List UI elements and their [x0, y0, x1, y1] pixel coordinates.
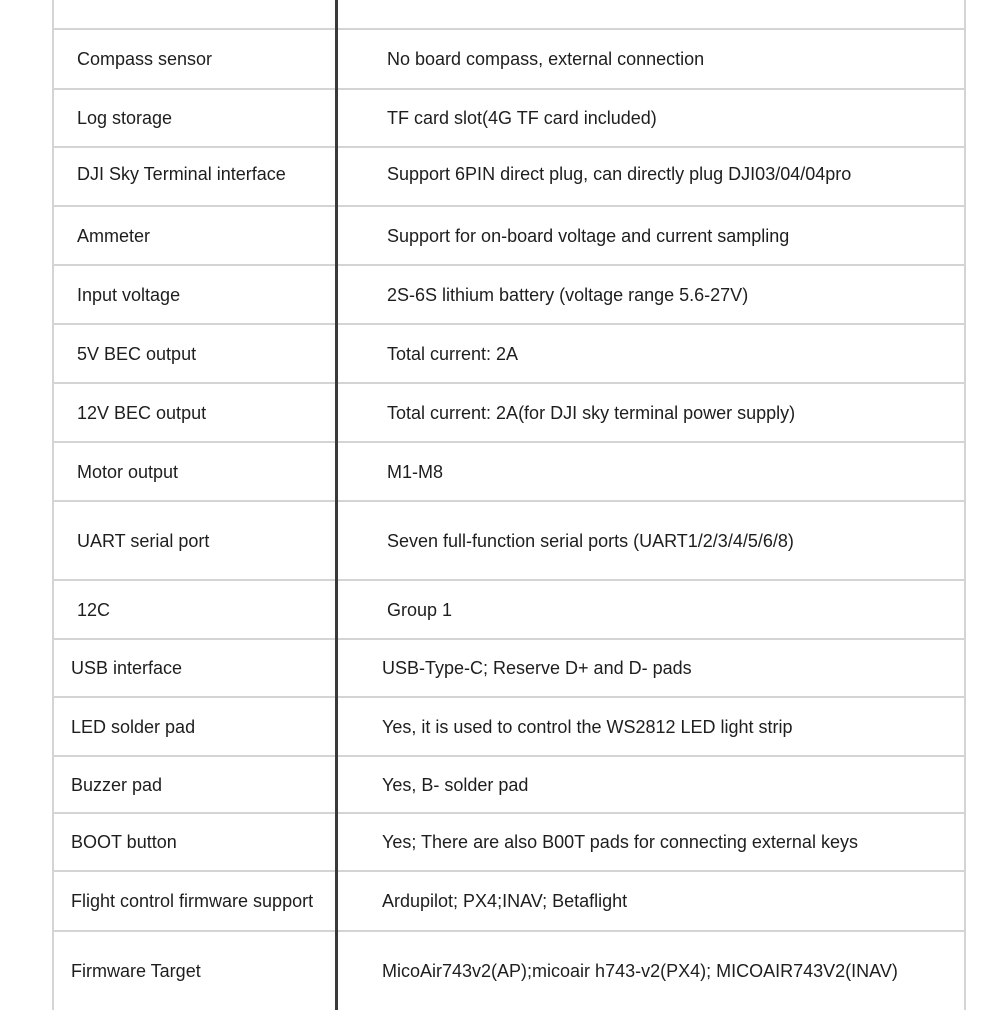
table-row [54, 502, 964, 581]
row-label: Firmware Target [71, 961, 201, 981]
row-label: 12V BEC output [77, 402, 207, 423]
row-label: Motor output [77, 461, 179, 482]
table-row [54, 266, 964, 325]
row-label: 5V BEC output [77, 343, 197, 364]
table-row [54, 30, 964, 90]
row-value: MicoAir743v2(AP);micoair h743-v2(PX4); MICOAIR743V2(INAV) [382, 961, 898, 981]
row-label: Compass sensor [77, 49, 213, 69]
row-value: USB-Type-C; Reserve D+ and D- pads [382, 658, 692, 678]
row-value: M1-M8 [387, 461, 444, 482]
table-row [54, 90, 964, 148]
row-value: No board compass, external connection [387, 49, 705, 69]
table-row [54, 581, 964, 640]
row-value: Yes, it is used to control the WS2812 LED light strip [382, 716, 793, 737]
table-row [54, 148, 964, 207]
row-value: Total current: 2A [387, 343, 519, 364]
table-row [54, 0, 964, 30]
row-label: LED solder pad [71, 716, 196, 737]
table-row [54, 698, 964, 757]
row-label: UART serial port [77, 530, 210, 551]
row-value: Ardupilot; PX4;INAV; Betaflight [382, 891, 628, 911]
row-label: Log storage [77, 108, 173, 128]
row-value: Group 1 [387, 599, 453, 620]
row-value: Yes, B- solder pad [382, 774, 529, 795]
table-row [54, 814, 964, 872]
row-value: Support 6PIN direct plug, can directly plug DJI03/04/04pro [387, 163, 852, 184]
row-value: Seven full-function serial ports (UART1/2/3/4/5/6/8) [387, 530, 794, 551]
row-value: Total current: 2A(for DJI sky terminal power supply) [387, 402, 796, 423]
table-row [54, 384, 964, 443]
row-label: BOOT button [71, 832, 177, 852]
table-row [54, 207, 964, 266]
table-row [54, 932, 964, 1010]
table-row [54, 872, 964, 932]
table-row [54, 757, 964, 814]
table-row [54, 640, 964, 698]
row-label: USB interface [71, 658, 183, 678]
row-label: 12C [77, 599, 111, 620]
row-label: DJI Sky Terminal interface [77, 163, 286, 184]
row-value: Support for on-board voltage and current sampling [387, 225, 790, 246]
table-row [54, 443, 964, 502]
row-value: Yes; There are also B00T pads for connecting external keys [382, 832, 858, 852]
row-value: 2S-6S lithium battery (voltage range 5.6-27V) [387, 284, 749, 305]
column-divider [335, 0, 338, 1010]
spec-table [52, 0, 966, 1010]
table-row [54, 325, 964, 384]
row-label: Input voltage [77, 284, 181, 305]
row-label: Flight control firmware support [71, 891, 314, 911]
row-label: Ammeter [77, 225, 151, 246]
row-value: TF card slot(4G TF card included) [387, 108, 657, 128]
row-label: Buzzer pad [71, 774, 163, 795]
